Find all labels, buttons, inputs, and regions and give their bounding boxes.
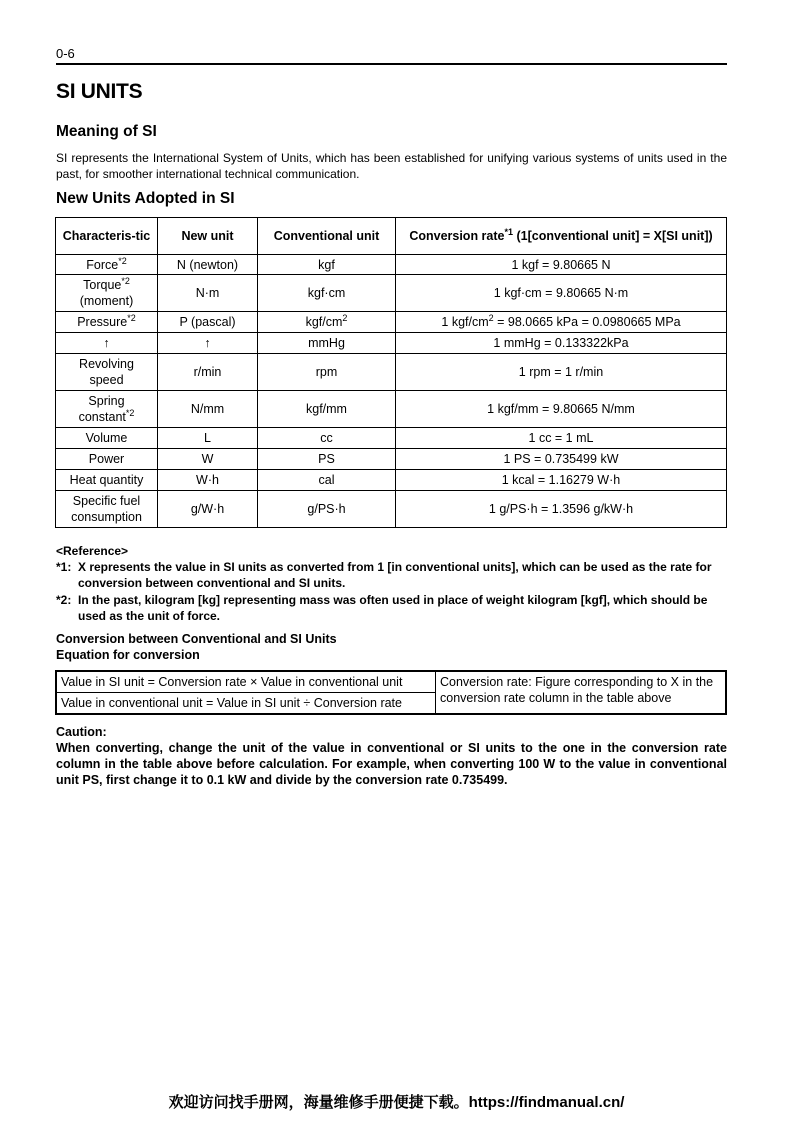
- note-text: In the past, kilogram [kg] representing mass was often used in place of weight kilogram [kgf], which should be used as the unit of force.: [78, 593, 708, 623]
- col-header-conventional-unit: Conventional unit: [258, 218, 396, 255]
- col-header-new-unit: New unit: [158, 218, 258, 255]
- cell-conventional-unit: kgf·cm: [258, 275, 396, 312]
- cell-conventional-unit: cal: [258, 470, 396, 491]
- col-header-conversion-rate: Conversion rate$^{*1}$ (1[conventional unit] = X[SI unit]): [396, 218, 727, 255]
- cell-characteristic: Heat quantity: [56, 470, 158, 491]
- cell-conversion-rate: 1 kgf·cm = 9.80665 N·m: [396, 275, 727, 312]
- conversion-rate-note: Conversion rate: Figure corresponding to X in the conversion rate column in the table above: [436, 671, 727, 714]
- table-row: [56, 354, 727, 391]
- cell-characteristic: Specific fuel consumption: [56, 491, 158, 528]
- page-title: SI UNITS: [56, 80, 143, 103]
- conversion-equation-table: [55, 670, 727, 715]
- table-row: [56, 449, 727, 470]
- cell-new-unit: N·m: [158, 275, 258, 312]
- table-row: [56, 333, 727, 354]
- cell-new-unit: g/W·h: [158, 491, 258, 528]
- cell-conversion-rate: 1 cc = 1 mL: [396, 428, 727, 449]
- table-row: [56, 255, 727, 275]
- conversion-heading: Conversion between Conventional and SI Units: [56, 632, 337, 646]
- table-header-row: [56, 218, 727, 255]
- cell-conventional-unit: kgf/mm: [258, 391, 396, 428]
- cell-conventional-unit: kgf/$cm^2$: [258, 312, 396, 333]
- cell-conventional-unit: mmHg: [258, 333, 396, 354]
- table-row: [56, 491, 727, 528]
- cell-new-unit: N/mm: [158, 391, 258, 428]
- meaning-heading: Meaning of SI: [56, 123, 157, 140]
- note-mark: *1:: [56, 560, 72, 574]
- equation-conventional: Value in conventional unit = Value in SI unit ÷ Conversion rate: [56, 693, 436, 715]
- table-row: [56, 428, 727, 449]
- cell-conversion-rate: 1 PS = 0.735499 kW: [396, 449, 727, 470]
- cell-new-unit: ↑: [158, 333, 258, 354]
- cell-characteristic: Force$^{*2}$: [56, 255, 158, 275]
- caution-label: Caution:: [56, 725, 107, 739]
- cell-new-unit: r/min: [158, 354, 258, 391]
- cell-characteristic: Power: [56, 449, 158, 470]
- cell-conversion-rate: 1 kgf = 9.80665 N: [396, 255, 727, 275]
- cell-conversion-rate: 1 rpm = 1 r/min: [396, 354, 727, 391]
- cell-characteristic: Pressure$^{*2}$: [56, 312, 158, 333]
- cell-new-unit: W·h: [158, 470, 258, 491]
- table-row: [56, 391, 727, 428]
- equation-row: [56, 671, 726, 693]
- si-units-table: [55, 217, 727, 528]
- meaning-text: SI represents the International System of Units, which has been established for unifying various systems of units used in the past, for smoother international technical communication.: [56, 151, 727, 181]
- cell-conventional-unit: PS: [258, 449, 396, 470]
- col-header-characteristic: Characteris-tic: [56, 218, 158, 255]
- cell-new-unit: P (pascal): [158, 312, 258, 333]
- cell-conventional-unit: g/PS·h: [258, 491, 396, 528]
- table-row: [56, 312, 727, 333]
- cell-characteristic: ↑: [56, 333, 158, 354]
- note-text: X represents the value in SI units as converted from 1 [in conventional units], which can be used as the rate for conversion between conventional and SI units.: [78, 560, 712, 590]
- conversion-subheading: Equation for conversion: [56, 648, 200, 662]
- page-number: 0-6: [56, 46, 75, 61]
- new-units-heading: New Units Adopted in SI: [56, 190, 235, 207]
- cell-conventional-unit: kgf: [258, 255, 396, 275]
- cell-new-unit: W: [158, 449, 258, 470]
- cell-conversion-rate: 1 kgf/$cm^2 = 98.0665$ kPa = 0.0980665 MPa: [396, 312, 727, 333]
- reference-note-1: [56, 559, 727, 591]
- reference-note-2: [56, 592, 727, 624]
- table-row: [56, 275, 727, 312]
- cell-conversion-rate: 1 kcal = 1.16279 W·h: [396, 470, 727, 491]
- header-rule: [56, 63, 727, 65]
- footer-watermark: 欢迎访问找手册网，海量维修手册便捷下载。https://findmanual.cn/: [168, 1094, 625, 1111]
- cell-new-unit: N (newton): [158, 255, 258, 275]
- cell-conventional-unit: cc: [258, 428, 396, 449]
- cell-conversion-rate: 1 g/PS·h = 1.3596 g/kW·h: [396, 491, 727, 528]
- cell-conversion-rate: 1 mmHg = 0.133322kPa: [396, 333, 727, 354]
- cell-conversion-rate: 1 kgf/mm = 9.80665 N/mm: [396, 391, 727, 428]
- cell-characteristic: Volume: [56, 428, 158, 449]
- cell-conventional-unit: rpm: [258, 354, 396, 391]
- caution-text: When converting, change the unit of the value in conventional or SI units to the one in the conversion rate column in the table above before calculation. For example, when converting 100 W to the value in conventional unit PS, first change it to 0.1 kW and divide by the conversion rate 0.735499.: [56, 741, 727, 787]
- note-mark: *2:: [56, 593, 72, 607]
- cell-characteristic: Torque$^{*2}$ (moment): [56, 275, 158, 312]
- equation-si: Value in SI unit = Conversion rate × Value in conventional unit: [56, 671, 436, 693]
- table-row: [56, 470, 727, 491]
- reference-label: <Reference>: [56, 544, 129, 558]
- cell-characteristic: Spring constant$^{*2}$: [56, 391, 158, 428]
- cell-new-unit: L: [158, 428, 258, 449]
- cell-characteristic: Revolving speed: [56, 354, 158, 391]
